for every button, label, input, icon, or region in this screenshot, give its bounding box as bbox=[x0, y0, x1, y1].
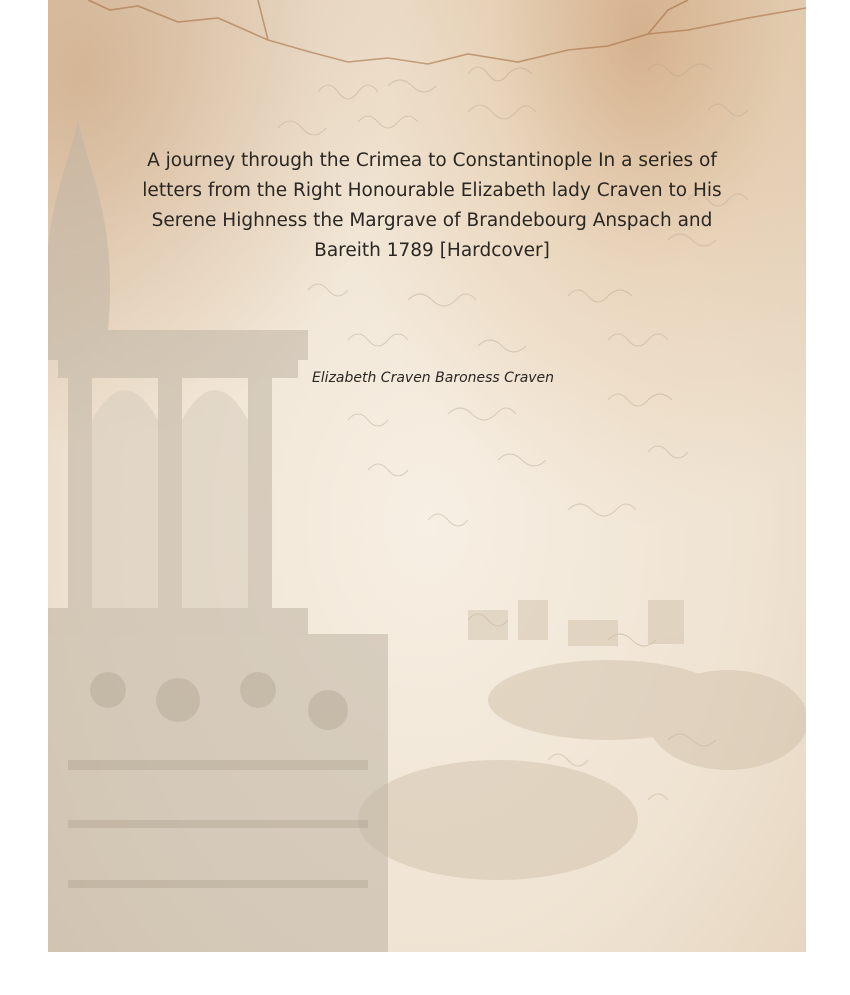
book-cover bbox=[48, 0, 806, 952]
book-title: A journey through the Crimea to Constantinople In a series of letters from the Right Honourable Elizabeth lady Craven to His Serene Highness the Margrave of Brandebourg Anspach and Bareith 1789 [Hardcover] bbox=[142, 150, 722, 261]
book-author: Elizabeth Craven Baroness Craven bbox=[311, 370, 555, 386]
cover-background-illustration bbox=[48, 0, 806, 952]
